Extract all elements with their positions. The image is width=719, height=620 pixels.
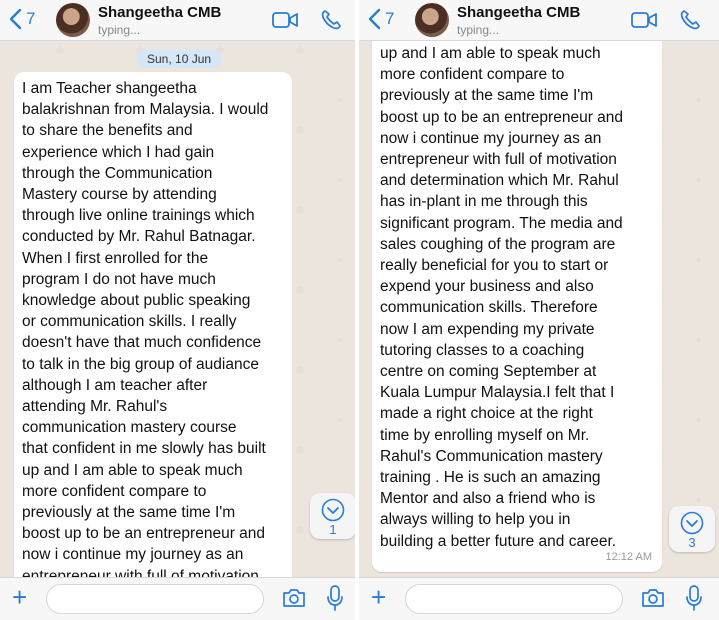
- contact-status: typing...: [457, 23, 500, 37]
- message-line: training . He is such an amazing: [380, 469, 601, 487]
- microphone-icon[interactable]: [686, 585, 702, 611]
- message-line: and determination which Mr. Rahul: [380, 172, 619, 190]
- contact-name[interactable]: Shangeetha CMB: [98, 4, 222, 21]
- plus-icon[interactable]: +: [371, 582, 387, 612]
- message-line: balakrishnan from Malaysia. I would: [22, 101, 269, 119]
- compose-bar: [359, 577, 719, 620]
- message-line: now i continue my journey as an: [380, 129, 602, 147]
- message-line: communication skills. Therefore: [380, 299, 598, 317]
- message-line: to share the benefits and: [22, 122, 193, 140]
- message-line: Mentor and also a friend who is: [380, 490, 596, 508]
- message-input[interactable]: [405, 584, 623, 614]
- message-line: Mastery course by attending: [22, 186, 217, 204]
- message-line: more confident compare to: [22, 482, 207, 500]
- message-line: expend your business and also: [380, 278, 594, 296]
- message-line: although I am teacher after: [22, 376, 208, 394]
- message-line: previously at the same time I'm: [380, 87, 594, 105]
- message-line: entrepreneur with full of motivation: [380, 151, 617, 169]
- message-line: attending Mr. Rahul's: [22, 398, 168, 416]
- message-line: I am Teacher shangeetha: [22, 80, 197, 97]
- message-line: always willing to help you in: [380, 511, 571, 529]
- message-line: sales coughing of the program are: [380, 235, 616, 253]
- message-input[interactable]: [46, 584, 264, 614]
- back-unread-count: 7: [385, 9, 395, 28]
- video-call-icon[interactable]: [631, 11, 657, 29]
- chat-header: [359, 0, 719, 41]
- scroll-to-bottom-button[interactable]: [310, 493, 355, 539]
- message-line: knowledge about public speaking: [22, 292, 251, 310]
- phone-call-icon[interactable]: [320, 9, 342, 31]
- compose-bar: [0, 577, 355, 620]
- message-line: to talk in the big group of audiance: [22, 355, 259, 373]
- message-line: really beneficial for you to start or: [380, 257, 609, 275]
- message-line: previously at the same time I'm: [22, 504, 236, 522]
- message-line: building a better future and career.: [380, 532, 617, 550]
- message-bubble: [372, 34, 662, 572]
- message-line: through the Communication: [22, 164, 213, 182]
- back-button[interactable]: [367, 8, 394, 30]
- message-line: Rahul's Communication mastery: [380, 447, 603, 465]
- video-call-icon[interactable]: [272, 11, 298, 29]
- camera-icon[interactable]: [641, 587, 665, 609]
- chat-header: [0, 0, 355, 41]
- message-line: or communication skills. I really: [22, 313, 237, 331]
- message-line: more confident compare to: [380, 66, 565, 84]
- unread-count-badge: 1: [329, 522, 337, 537]
- message-line: now i continue my journey as an: [22, 546, 244, 564]
- message-line: significant program. The media and: [380, 214, 623, 232]
- plus-icon[interactable]: +: [12, 582, 28, 612]
- back-button[interactable]: [8, 8, 35, 30]
- avatar[interactable]: [415, 3, 449, 37]
- scroll-to-bottom-button[interactable]: [669, 506, 715, 552]
- message-line: program I do not have much: [22, 270, 216, 288]
- message-line: experience which I had gain: [22, 143, 215, 161]
- message-line: up and I am able to speak much: [22, 461, 243, 479]
- message-timestamp: 12:12 AM: [605, 550, 652, 563]
- message-line: boost up to be an entrepreneur and: [22, 525, 266, 543]
- message-line: now I am expending my private: [380, 320, 595, 338]
- message-line: through live online trainings which: [22, 207, 255, 225]
- message-line: Kuala Lumpur Malaysia.I felt that I: [380, 384, 615, 402]
- message-line: boost up to be an entrepreneur and: [380, 108, 624, 126]
- message-line: When I first enrolled for the: [22, 249, 209, 267]
- message-line: tutoring classes to a coaching: [380, 341, 585, 359]
- microphone-icon[interactable]: [327, 585, 343, 611]
- chevron-down-icon: [680, 511, 704, 535]
- message-bubble: [14, 72, 292, 592]
- chevron-left-icon: [8, 8, 22, 30]
- message-line: conducted by Mr. Rahul Batnagar.: [22, 228, 256, 246]
- camera-icon[interactable]: [282, 587, 306, 609]
- message-line: up and I am able to speak much: [380, 45, 601, 62]
- contact-name[interactable]: Shangeetha CMB: [457, 4, 581, 21]
- message-line: communication mastery course: [22, 419, 237, 437]
- message-line: that confident in me slowly has built: [22, 440, 266, 458]
- avatar[interactable]: [56, 3, 90, 37]
- message-line: doesn't have that much confidence: [22, 334, 262, 352]
- message-line: has in-plant in me through this: [380, 193, 588, 211]
- chevron-down-icon: [321, 498, 345, 522]
- chat-pane-left: [0, 0, 355, 620]
- phone-call-icon[interactable]: [679, 9, 701, 31]
- message-line: centre on coming September at: [380, 363, 597, 381]
- message-line: made a right choice at the right: [380, 405, 593, 423]
- date-chip: Sun, 10 Jun: [137, 50, 221, 68]
- chat-pane-right: [359, 0, 719, 620]
- message-line: time by enrolling myself on Mr.: [380, 426, 590, 444]
- unread-count-badge: 3: [688, 535, 696, 550]
- contact-status: typing...: [98, 23, 141, 37]
- back-unread-count: 7: [26, 9, 36, 28]
- chevron-left-icon: [367, 8, 381, 30]
